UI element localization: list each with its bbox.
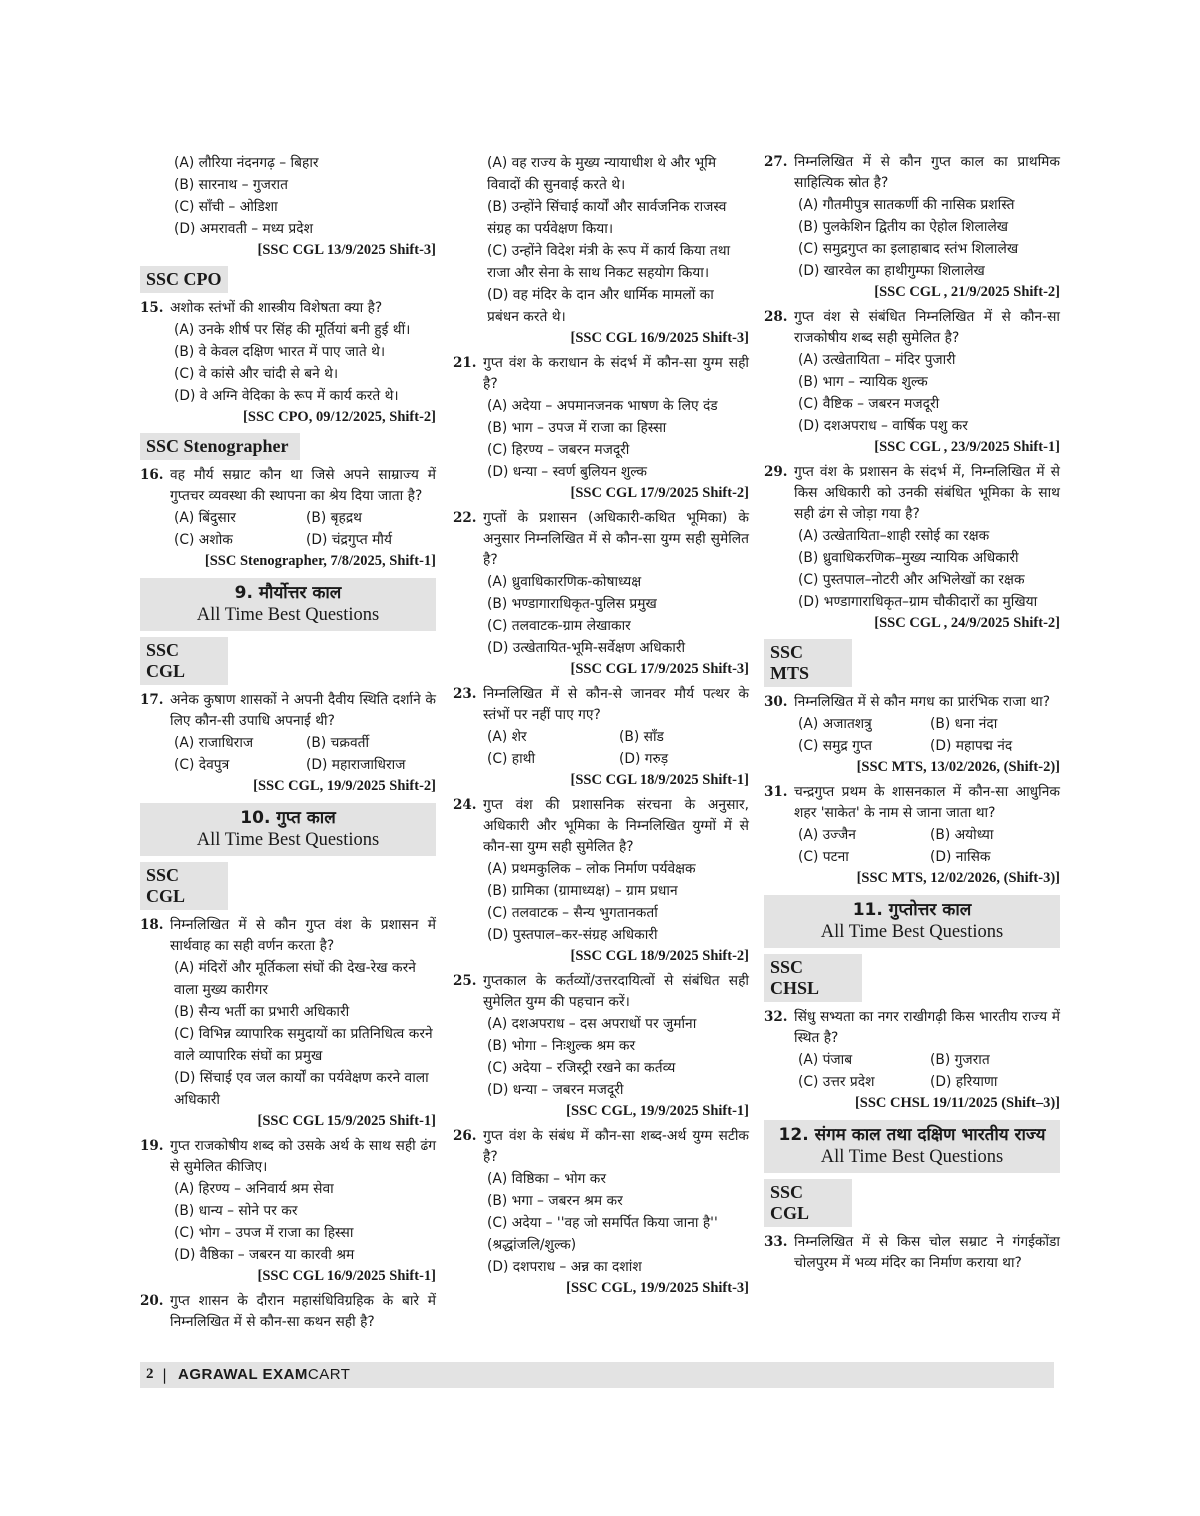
question-17 <box>140 690 436 732</box>
question-22 <box>453 508 749 571</box>
q18-source: [SSC CGL 15/9/2025 Shift-1] <box>257 1113 436 1129</box>
q29-option-d: (D) भण्डागाराधिकृत–ग्राम चौकीदारों का मुखिया <box>798 594 1038 610</box>
q23-option-b: (B) साँड <box>619 729 664 745</box>
q30-source: [SSC MTS, 13/02/2026, (Shift-2)] <box>856 759 1060 775</box>
exam-header-cpo: SSC CPO <box>140 266 228 293</box>
q30-options <box>794 713 1060 757</box>
q31-option-d: (D) नासिक <box>930 849 991 865</box>
question-number: 30. <box>764 694 788 710</box>
section-subtitle: All Time Best Questions <box>820 1147 1004 1167</box>
question-32 <box>764 1007 1060 1049</box>
question-15 <box>140 298 436 319</box>
q21-option-a: (A) अदेया – अपमानजनक भाषण के लिए दंड <box>487 398 718 414</box>
question-text: अनेक कुषाण शासकों ने अपनी दैवीय स्थिति दर्शाने के लिए कौन-सी उपाधि अपनाई थी? <box>170 692 436 729</box>
question-number: 27. <box>764 154 788 170</box>
q14-option-c: (C) साँची – ओडिशा <box>174 199 278 215</box>
section-9-header <box>140 578 436 631</box>
q32-option-d: (D) हरियाणा <box>930 1074 998 1090</box>
question-number: 15. <box>140 300 164 316</box>
q26-option-c: (C) अदेया – ''वह जो समर्पित किया जाना है'' (श्रद्धांजलि/शुल्क) <box>487 1215 718 1253</box>
q27-option-d: (D) खारवेल का हाथीगुम्फा शिलालेख <box>798 263 985 279</box>
q15-source: [SSC CPO, 09/12/2025, Shift-2] <box>243 409 436 425</box>
question-number: 24. <box>453 797 477 813</box>
q25-option-b: (B) भोगा – निःशुल्क श्रम कर <box>487 1038 636 1054</box>
q22-option-d: (D) उत्खेतायित-भूमि-सर्वेक्षण अधिकारी <box>487 640 686 656</box>
exam-header-cgl: SSC CGL <box>764 1179 852 1227</box>
question-33 <box>764 1232 1060 1274</box>
question-text: चन्द्रगुप्त प्रथम के शासनकाल में कौन-सा आधुनिक शहर 'साकेत' के नाम से जाना जाता था? <box>794 784 1060 821</box>
q16-option-d: (D) चंद्रगुप्त मौर्य <box>306 532 392 548</box>
question-text: सिंधु सभ्यता का नगर राखीगढ़ी किस भारतीय राज्य में स्थित है? <box>794 1009 1060 1046</box>
q19-options <box>170 1178 436 1266</box>
q16-option-a: (A) बिंदुसार <box>174 510 236 526</box>
q17-option-a: (A) राजाधिराज <box>174 735 254 751</box>
q19-option-a: (A) हिरण्य – अनिवार्य श्रम सेवा <box>174 1181 334 1197</box>
brand-logo <box>178 1366 350 1383</box>
q30-option-d: (D) महापद्म नंद <box>930 738 1013 754</box>
question-19 <box>140 1136 436 1178</box>
q24-option-a: (A) प्रथमकुलिक – लोक निर्माण पर्यवेक्षक <box>487 861 696 877</box>
q30-option-a: (A) अजातशत्रु <box>798 716 872 732</box>
question-text: गुप्त शासन के दौरान महासंधिविग्रहिक के बारे में निम्नलिखित में से कौन-सा कथन सही है? <box>170 1293 436 1330</box>
q24-source: [SSC CGL 18/9/2025 Shift-2] <box>570 948 749 964</box>
question-text: निम्नलिखित में से कौन गुप्त वंश के प्रशासन में सार्थवाह का सही वर्णन करता है? <box>170 917 436 954</box>
q17-option-c: (C) देवपुत्र <box>174 757 230 773</box>
q21-option-d: (D) धन्या – स्वर्ण बुलियन शुल्क <box>487 464 648 480</box>
question-text: अशोक स्तंभों की शास्त्रीय विशेषता क्या है? <box>170 300 383 316</box>
q31-option-b: (B) अयोध्या <box>930 827 994 843</box>
q16-options <box>170 507 436 551</box>
q25-option-c: (C) अदेया – रजिस्ट्री रखने का कर्तव्य <box>487 1060 676 1076</box>
exam-header-mts: SSC MTS <box>764 639 852 687</box>
section-title: 12. संगम काल तथा दक्षिण भारतीय राज्य <box>778 1125 1046 1145</box>
column-3 <box>764 152 1060 1274</box>
section-title: 10. गुप्त काल <box>240 808 336 828</box>
question-number: 17. <box>140 692 164 708</box>
page-footer <box>140 1362 1054 1388</box>
question-number: 25. <box>453 973 477 989</box>
question-26 <box>453 1126 749 1168</box>
q14-source: [SSC CGL 13/9/2025 Shift-3] <box>257 242 436 258</box>
column-1 <box>140 152 436 1333</box>
q15-option-a: (A) उनके शीर्ष पर सिंह की मूर्तियां बनी हुई थीं। <box>174 322 411 338</box>
q15-option-d: (D) वे अग्नि वेदिका के रूप में कार्य करते थे। <box>174 388 399 404</box>
section-title: 9. मौर्योत्तर काल <box>234 583 342 603</box>
q18-option-c: (C) विभिन्न व्यापारिक समुदायों का प्रतिनिधित्व करने वाले व्यापारिक संघों का प्रमुख <box>174 1026 433 1064</box>
question-21 <box>453 353 749 395</box>
q20-source: [SSC CGL 16/9/2025 Shift-3] <box>570 330 749 346</box>
q25-options <box>483 1013 749 1101</box>
q16-source: [SSC Stenographer, 7/8/2025, Shift-1] <box>204 553 436 569</box>
question-text: गुप्त राजकोषीय शब्द को उसके अर्थ के साथ सही ढंग से सुमेलित कीजिए। <box>170 1138 436 1175</box>
question-number: 16. <box>140 467 164 483</box>
q29-source: [SSC CGL , 24/9/2025 Shift-2] <box>874 615 1060 631</box>
q29-option-c: (C) पुस्तपाल–नोटरी और अभिलेखों का रक्षक <box>798 572 1025 588</box>
q28-option-c: (C) वैष्टिक – जबरन मजदूरी <box>798 396 940 412</box>
column-2 <box>453 152 749 1299</box>
question-text: गुप्तकाल के कर्तव्यों/उत्तरदायित्वों से संबंधित सही सुमेलित युग्म की पहचान करें। <box>483 973 749 1010</box>
q14-options <box>140 152 436 240</box>
q32-options <box>794 1049 1060 1093</box>
q30-option-c: (C) समुद्र गुप्त <box>798 738 872 754</box>
q19-source: [SSC CGL 16/9/2025 Shift-1] <box>257 1268 436 1284</box>
q23-source: [SSC CGL 18/9/2025 Shift-1] <box>570 772 749 788</box>
q28-options <box>794 349 1060 437</box>
exam-header-cgl: SSC CGL <box>140 862 228 910</box>
q29-option-a: (A) उत्खेतायिता–शाही रसोई का रक्षक <box>798 528 990 544</box>
section-subtitle: All Time Best Questions <box>820 922 1004 942</box>
q25-source: [SSC CGL, 19/9/2025 Shift-1] <box>566 1103 749 1119</box>
q29-options <box>794 525 1060 613</box>
q23-option-a: (A) शेर <box>487 729 527 745</box>
question-text: गुप्त वंश से संबंधित निम्नलिखित में से कौन-सा राजकोषीय शब्द सही सुमेलित है? <box>794 309 1060 346</box>
q24-option-d: (D) पुस्तपाल–कर-संग्रह अधिकारी <box>487 927 658 943</box>
question-16 <box>140 465 436 507</box>
q21-option-c: (C) हिरण्य – जबरन मजदूरी <box>487 442 630 458</box>
q27-options <box>794 194 1060 282</box>
q32-option-a: (A) पंजाब <box>798 1052 853 1068</box>
q19-option-c: (C) भोग – उपज में राजा का हिस्सा <box>174 1225 354 1241</box>
q16-option-c: (C) अशोक <box>174 532 233 548</box>
question-28 <box>764 307 1060 349</box>
q18-option-a: (A) मंदिरों और मूर्तिकला संघों की देख-रेख करने वाला मुख्य कारीगर <box>174 960 416 998</box>
q28-option-b: (B) भाग – न्यायिक शुल्क <box>798 374 928 390</box>
q31-source: [SSC MTS, 12/02/2026, (Shift-3)] <box>856 870 1060 886</box>
q23-option-d: (D) गरुड़ <box>619 751 669 767</box>
question-20 <box>140 1291 436 1333</box>
q14-option-a: (A) लौरिया नंदनगढ़ – बिहार <box>174 155 319 171</box>
question-number: 29. <box>764 464 788 480</box>
q20-option-a: (A) वह राज्य के मुख्य न्यायाधीश थे और भूमि विवादों की सुनवाई करते थे। <box>487 155 717 193</box>
question-number: 20. <box>140 1293 164 1309</box>
q21-options <box>483 395 749 483</box>
q31-options <box>794 824 1060 868</box>
q15-option-b: (B) वे केवल दक्षिण भारत में पाए जाते थे। <box>174 344 386 360</box>
question-number: 21. <box>453 355 477 371</box>
q22-option-c: (C) तलवाटक-ग्राम लेखाकार <box>487 618 631 634</box>
q30-option-b: (B) धना नंदा <box>930 716 998 732</box>
q26-option-b: (B) भगा – जबरन श्रम कर <box>487 1193 623 1209</box>
q26-option-a: (A) विष्ठिका – भोग कर <box>487 1171 607 1187</box>
q26-source: [SSC CGL, 19/9/2025 Shift-3] <box>566 1280 749 1296</box>
section-11-header <box>764 895 1060 948</box>
q21-source: [SSC CGL 17/9/2025 Shift-2] <box>570 485 749 501</box>
q27-source: [SSC CGL , 21/9/2025 Shift-2] <box>874 284 1060 300</box>
q21-option-b: (B) भाग – उपज में राजा का हिस्सा <box>487 420 667 436</box>
q18-options <box>170 957 436 1111</box>
q18-option-d: (D) सिंचाई एव जल कार्यों का पर्यवेक्षण करने वाला अधिकारी <box>174 1070 429 1108</box>
q19-option-b: (B) धान्य – सोने पर कर <box>174 1203 298 1219</box>
q16-option-b: (B) बृहद्रथ <box>306 510 362 526</box>
q14-option-d: (D) अमरावती – मध्य प्रदेश <box>174 221 313 237</box>
q31-option-a: (A) उज्जैन <box>798 827 856 843</box>
q15-options <box>170 319 436 407</box>
question-23 <box>453 684 749 726</box>
q20-options <box>483 152 749 328</box>
q23-options <box>483 726 749 770</box>
question-29 <box>764 462 1060 525</box>
q22-option-a: (A) ध्रुवाधिकारणिक-कोषाध्यक्ष <box>487 574 642 590</box>
question-24 <box>453 795 749 858</box>
question-text: गुप्त वंश के कराधान के संदर्भ में कौन-सा युग्म सही है? <box>483 355 749 392</box>
q31-option-c: (C) पटना <box>798 849 849 865</box>
exam-header-chsl: SSC CHSL <box>764 954 862 1002</box>
q20-option-c: (C) उन्होंने विदेश मंत्री के रूप में कार्य किया तथा राजा और सेना के साथ निकट सहयोग किया। <box>487 243 731 281</box>
question-text: गुप्त वंश के प्रशासन के संदर्भ में, निम्नलिखित में से किस अधिकारी को उनकी संबंधित भूमिका के साथ सही ढंग से जोड़ा गया है? <box>794 464 1060 522</box>
q17-option-d: (D) महाराजाधिराज <box>306 757 406 773</box>
question-number: 26. <box>453 1128 477 1144</box>
question-18 <box>140 915 436 957</box>
q32-option-b: (B) गुजरात <box>930 1052 990 1068</box>
q27-option-b: (B) पुलकेशिन द्वितीय का ऐहोल शिलालेख <box>798 219 1009 235</box>
q24-options <box>483 858 749 946</box>
footer-separator: | <box>162 1366 168 1384</box>
q14-option-b: (B) सारनाथ – गुजरात <box>174 177 288 193</box>
question-text: निम्नलिखित में से कौन मगध का प्रारंभिक राजा था? <box>794 694 1051 710</box>
q22-source: [SSC CGL 17/9/2025 Shift-3] <box>570 661 749 677</box>
q28-option-d: (D) दशअपराध – वार्षिक पशु कर <box>798 418 968 434</box>
question-number: 33. <box>764 1234 788 1250</box>
exam-header-stenographer: SSC Stenographer <box>140 433 300 460</box>
q17-option-b: (B) चक्रवर्ती <box>306 735 370 751</box>
question-number: 32. <box>764 1009 788 1025</box>
question-number: 22. <box>453 510 477 526</box>
q32-option-c: (C) उत्तर प्रदेश <box>798 1074 875 1090</box>
q23-option-c: (C) हाथी <box>487 751 536 767</box>
question-30 <box>764 692 1060 713</box>
question-text: गुप्त वंश की प्रशासनिक संरचना के अनुसार, अधिकारी और भूमिका के निम्नलिखित युग्मों में से कौन-सा युग्म सही सुमेलित है? <box>483 797 749 855</box>
q27-option-c: (C) समुद्रगुप्त का इलाहाबाद स्तंभ शिलालेख <box>798 241 1019 257</box>
q32-source: [SSC CHSL 19/11/2025 (Shift–3)] <box>854 1095 1060 1111</box>
question-25 <box>453 971 749 1013</box>
section-12-header <box>764 1120 1060 1173</box>
q20-option-b: (B) उन्होंने सिंचाई कार्यों और सार्वजनिक राजस्व संग्रह का पर्यवेक्षण किया। <box>487 199 727 237</box>
question-number: 28. <box>764 309 788 325</box>
question-27 <box>764 152 1060 194</box>
brand-name: AGRAWAL EXAM <box>178 1366 308 1383</box>
q26-options <box>483 1168 749 1278</box>
section-subtitle: All Time Best Questions <box>196 605 380 625</box>
q28-option-a: (A) उत्खेतायिता – मंदिर पुजारी <box>798 352 956 368</box>
q15-option-c: (C) वे कांसे और चांदी से बने थे। <box>174 366 339 382</box>
q25-option-a: (A) दशअपराध – दस अपराधों पर जुर्माना <box>487 1016 697 1032</box>
q17-source: [SSC CGL, 19/9/2025 Shift-2] <box>253 778 436 794</box>
question-text: निम्नलिखित में से कौन-से जानवर मौर्य पत्थर के स्तंभों पर नहीं पाए गए? <box>483 686 749 723</box>
page-number: 2 <box>146 1366 154 1382</box>
q25-option-d: (D) धन्या – जबरन मजदूरी <box>487 1082 624 1098</box>
q24-option-c: (C) तलवाटक – सैन्य भुगतानकर्ता <box>487 905 658 921</box>
question-text: निम्नलिखित में से कौन गुप्त काल का प्राथमिक साहित्यिक स्रोत है? <box>794 154 1060 191</box>
question-text: वह मौर्य सम्राट कौन था जिसे अपने साम्राज्य में गुप्तचर व्यवस्था की स्थापना का श्रेय दिया जाता है? <box>170 467 436 504</box>
q28-source: [SSC CGL , 23/9/2025 Shift-1] <box>874 439 1060 455</box>
question-text: गुप्त वंश के संबंध में कौन-सा शब्द-अर्थ युग्म सटीक है? <box>483 1128 749 1165</box>
question-number: 23. <box>453 686 477 702</box>
brand-suffix: CART <box>307 1366 351 1383</box>
q20-option-d: (D) वह मंदिर के दान और धार्मिक मामलों का प्रबंधन करते थे। <box>487 287 714 325</box>
q22-option-b: (B) भण्डागाराधिकृत-पुलिस प्रमुख <box>487 596 657 612</box>
question-number: 19. <box>140 1138 164 1154</box>
q24-option-b: (B) ग्रामिका (ग्रामाध्यक्ष) – ग्राम प्रधान <box>487 883 678 899</box>
q22-options <box>483 571 749 659</box>
section-title: 11. गुप्तोत्तर काल <box>852 900 972 920</box>
question-text: गुप्तों के प्रशासन (अधिकारी-कथित भूमिका) के अनुसार निम्नलिखित में से कौन-सा युग्म सही सुमेलित है? <box>483 510 749 568</box>
question-number: 18. <box>140 917 164 933</box>
question-31 <box>764 782 1060 824</box>
q29-option-b: (B) ध्रुवाधिकरणिक–मुख्य न्यायिक अधिकारी <box>798 550 1019 566</box>
section-subtitle: All Time Best Questions <box>196 830 380 850</box>
question-number: 31. <box>764 784 788 800</box>
section-10-header <box>140 803 436 856</box>
q26-option-d: (D) दशपराध – अन्न का दशांश <box>487 1259 642 1275</box>
q27-option-a: (A) गौतमीपुत्र सातकर्णी की नासिक प्रशस्ति <box>798 197 1015 213</box>
q19-option-d: (D) वैष्ठिका – जबरन या कारवी श्रम <box>174 1247 355 1263</box>
q18-option-b: (B) सैन्य भर्ती का प्रभारी अधिकारी <box>174 1004 350 1020</box>
question-text: निम्नलिखित में से किस चोल सम्राट ने गंगईकोंडा चोलपुरम में भव्य मंदिर का निर्माण कराया था? <box>794 1234 1060 1271</box>
q17-options <box>170 732 436 776</box>
exam-header-cgl: SSC CGL <box>140 637 228 685</box>
